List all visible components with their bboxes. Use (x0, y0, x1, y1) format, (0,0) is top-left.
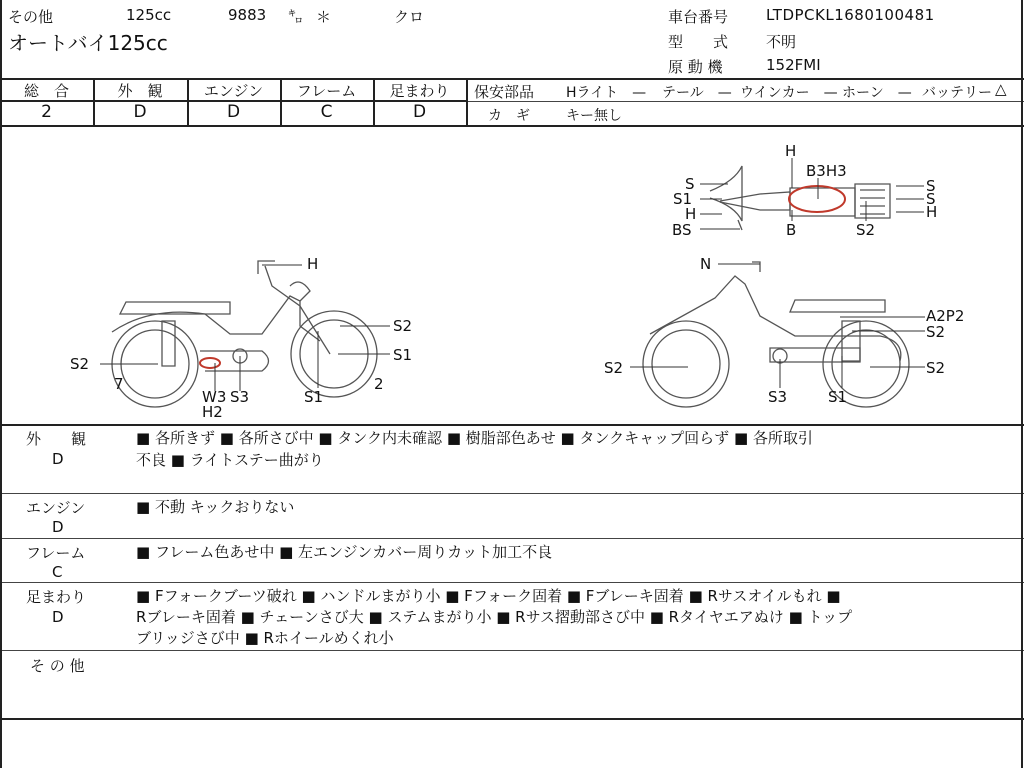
chassis-value: LTDPCKL1680100481 (766, 6, 935, 24)
safety-headlight: Hライト — (566, 85, 647, 101)
label-top-b: B (786, 221, 797, 239)
label-right-a2p2: A2P2 (926, 307, 965, 325)
mileage-unit: ㌔ (288, 8, 304, 26)
label-top-s2: S2 (856, 221, 876, 239)
header-other-label: その他 (8, 8, 54, 26)
divider (0, 424, 1024, 426)
bike-left-side (112, 261, 377, 407)
section-suspension-line2: Rブレーキ固着 ■ チェーンさび大 ■ ステムまがり小 ■ Rサス摺動部さび中 ■ Rタイヤエアぬけ ■ トップ (136, 608, 853, 626)
section-suspension-line3: ブリッジさび中 ■ Rホイールめくれ小 (136, 629, 394, 647)
frame-right (1021, 0, 1023, 768)
label-top-h-right: H (926, 203, 938, 221)
grade-value-overall: 2 (41, 102, 52, 122)
grade-header-overall: 総 合 (23, 82, 69, 100)
label-left-s3: S3 (230, 388, 250, 406)
section-engine-title: エンジン (26, 499, 86, 517)
section-exterior-line2: 不良 ■ ライトステー曲がり (136, 451, 324, 469)
label-top-b3h3: B3H3 (806, 162, 847, 180)
label-top-s: S (685, 175, 695, 193)
grade-value-frame: C (320, 102, 333, 122)
safety-horn: ホーン — (842, 85, 912, 101)
type-label: 型 式 (668, 33, 729, 51)
safety-battery: バッテリー (922, 85, 992, 101)
label-top-s-right-2: S (926, 190, 936, 208)
section-engine-grade: D (52, 518, 64, 536)
section-exterior-grade: D (52, 450, 64, 468)
color-value: クロ (394, 8, 425, 26)
section-frame-title: フレーム (26, 544, 86, 562)
grade-header-frame: フレーム (296, 82, 357, 100)
safety-label: 保安部品 (474, 83, 535, 101)
label-top-s-right-1: S (926, 177, 936, 195)
divider (0, 538, 1024, 539)
engine-label: 原 動 機 (668, 58, 723, 76)
divider (0, 493, 1024, 494)
battery-warning-icon: △ (995, 80, 1007, 98)
grade-value-engine: D (226, 102, 241, 122)
type-value: 不明 (766, 33, 797, 51)
damage-circle-top (789, 186, 845, 212)
section-engine-line1: ■ 不動 キックおりない (136, 498, 295, 516)
bike-right-side (643, 262, 909, 407)
label-left-h2: H2 (202, 403, 223, 421)
damage-circle-left (200, 358, 220, 368)
chassis-label: 車台番号 (668, 8, 729, 26)
leaders-left (100, 265, 390, 391)
section-suspension-grade: D (52, 608, 64, 626)
label-left-h: H (307, 255, 319, 273)
label-right-n: N (700, 255, 712, 273)
model-name: オートバイ125cc (8, 31, 168, 55)
section-exterior-line1: ■ 各所きず ■ 各所さび中 ■ タンク内未確認 ■ 樹脂部色あせ ■ タンクキャップ回らず ■ 各所取引 (136, 429, 813, 447)
damage-diagram (0, 126, 1020, 424)
label-right-s2-upper: S2 (926, 323, 946, 341)
engine-value: 152FMI (766, 56, 821, 74)
section-suspension-title: 足まわり (26, 588, 87, 606)
label-top-bs: BS (672, 221, 692, 239)
mileage: 9883 (228, 6, 267, 24)
divider (466, 78, 468, 126)
section-frame-line1: ■ フレーム色あせ中 ■ 左エンジンカバー周りカット加工不良 (136, 543, 553, 561)
divider (0, 650, 1024, 651)
label-top-h-left: H (685, 205, 697, 223)
section-frame-grade: C (52, 563, 63, 581)
label-left-s2-front: S2 (393, 317, 413, 335)
label-left-7: 7 (114, 375, 124, 393)
divider (0, 718, 1024, 720)
label-left-s1-front: S1 (393, 346, 413, 364)
grade-header-exterior: 外 観 (117, 82, 163, 100)
displacement: 125cc (126, 6, 172, 24)
section-other-title: そ の 他 (30, 657, 85, 675)
section-exterior-title: 外 観 (26, 430, 87, 448)
label-left-s1-lower: S1 (304, 388, 324, 406)
grade-header-engine: エンジン (203, 82, 264, 100)
grade-value-exterior: D (133, 102, 147, 122)
key-value: キー無し (566, 108, 622, 124)
section-suspension-line1: ■ Fフォークブーツ破れ ■ ハンドルまがり小 ■ Fフォーク固着 ■ Fブレーキ固着 ■ Rサスオイルもれ ■ (136, 587, 841, 605)
label-right-s3: S3 (768, 388, 788, 406)
label-right-s2-rear: S2 (604, 359, 624, 377)
safety-taillight: テール — (662, 85, 732, 101)
grade-value-suspension: D (412, 102, 427, 122)
divider (0, 582, 1024, 583)
safety-winker: ウインカー — (740, 85, 838, 101)
label-left-w3: W3 (202, 388, 227, 406)
label-right-s2-front: S2 (926, 359, 946, 377)
grade-header-suspension: 足まわり (389, 82, 450, 100)
key-label: カ ギ (488, 108, 530, 124)
label-left-2: 2 (374, 375, 384, 393)
label-top-s1: S1 (673, 190, 693, 208)
mileage-mark: ＊ (316, 8, 332, 26)
label-top-h: H (785, 142, 797, 160)
label-right-s1: S1 (828, 388, 848, 406)
label-left-s2-rear: S2 (70, 355, 90, 373)
